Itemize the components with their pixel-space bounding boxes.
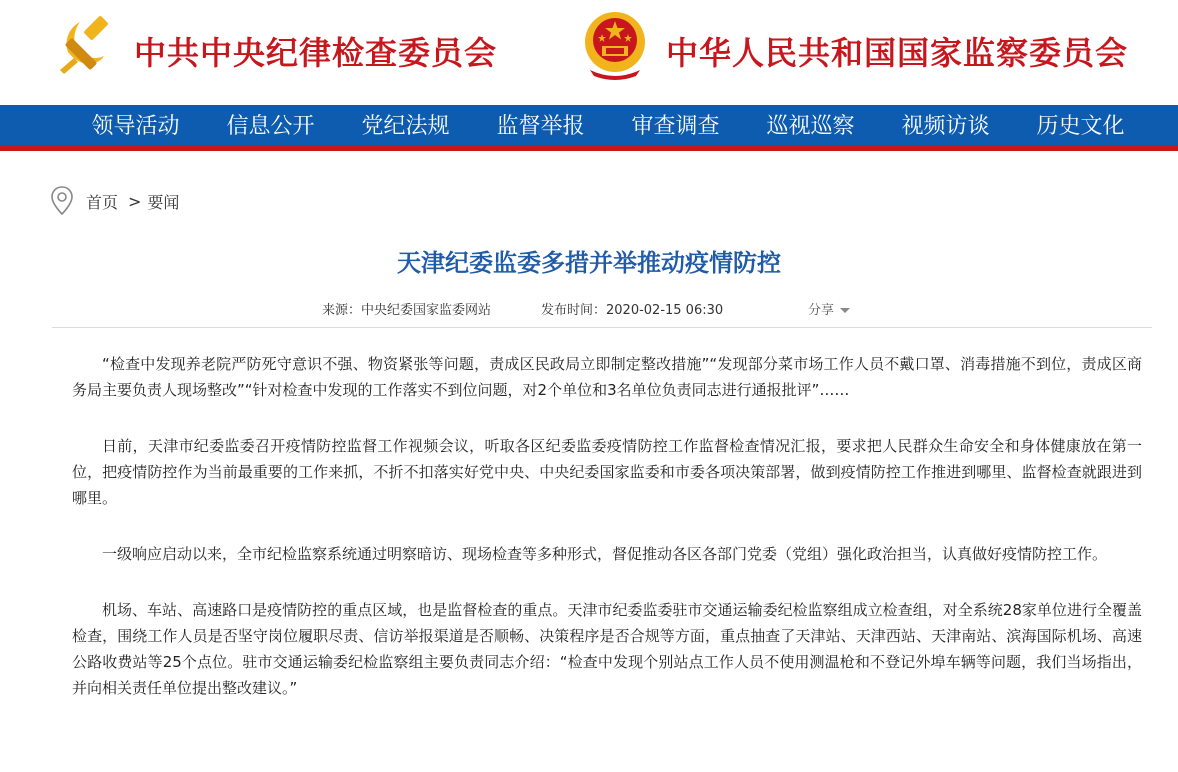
article-divider <box>52 327 1152 328</box>
article-publish-date: 发布时间：2020-02-15 06:30 <box>541 303 724 318</box>
nav-item-leadership[interactable]: 领导活动 <box>91 114 180 139</box>
breadcrumb-current-link[interactable]: 要闻 <box>147 192 180 212</box>
article-paragraph: “检查中发现养老院严防死守意识不强、物资紧张等问题，责成区民政局立即制定整改措施”“发现部分菜市场工作人员不戴口罩、消毒措施不到位，责成区商务局主要负责人现场整改”“针对检查中发现的工作落实不到位问题，对2个单位和3名单位负责同志进行通报批评”…… <box>72 355 1142 399</box>
breadcrumb <box>50 186 179 216</box>
nav-item-video[interactable]: 视频访谈 <box>901 114 990 139</box>
article-paragraph: 机场、车站、高速路口是疫情防控的重点区域，也是监督检查的重点。天津市纪委监委驻市交通运输委纪检监察组成立检查组，对全系统28家单位进行全覆盖检查，围绕工作人员是否坚守岗位履职尽责、信访举报渠道是否顺畅、决策程序是否合规等方面，重点抽查了天津站、天津西站、天津南站、滨海国际机场、高速公路收费站等25个点位。驻市交通运输委纪检监察组主要负责同志介绍：“检查中发现个别站点工作人员不使用测温枪和不登记外埠车辆等问题，我们当场指出，并向相关责任单位提出整改建议。” <box>72 601 1142 697</box>
nav-item-history[interactable]: 历史文化 <box>1036 114 1125 139</box>
site-header <box>0 0 1178 105</box>
nav-item-investigation[interactable]: 审查调查 <box>631 114 720 139</box>
location-pin-icon <box>50 186 74 216</box>
nav-item-regulations[interactable]: 党纪法规 <box>361 114 450 139</box>
breadcrumb-separator: > <box>128 191 142 211</box>
national-commission-title[interactable]: 中华人民共和国国家监察委员会 <box>666 34 1129 72</box>
chevron-down-icon <box>840 308 850 313</box>
main-nav <box>0 105 1178 151</box>
article-paragraph: 一级响应启动以来，全市纪检监察系统通过明察暗访、现场检查等多种形式，督促推动各区各部门党委（党组）强化政治担当，认真做好疫情防控工作。 <box>102 545 1108 563</box>
nav-item-reporting[interactable]: 监督举报 <box>496 114 585 139</box>
nav-item-inspection[interactable]: 巡视巡察 <box>766 114 855 139</box>
party-commission-title[interactable]: 中共中央纪律检查委员会 <box>134 34 498 72</box>
breadcrumb-home-link[interactable]: 首页 <box>86 192 119 212</box>
share-button[interactable] <box>808 299 850 318</box>
article-paragraph: 日前，天津市纪委监委召开疫情防控监督工作视频会议，听取各区纪委监委疫情防控工作监督检查情况汇报，要求把人民群众生命安全和身体健康放在第一位，把疫情防控作为当前最重要的工作来抓，不折不扣落实好党中央、中央纪委国家监委和市委各项决策部署，做到疫情防控工作推进到哪里、监督检查就跟进到哪里。 <box>72 437 1142 507</box>
national-emblem-icon <box>582 8 648 80</box>
hammer-sickle-icon <box>54 12 118 76</box>
article-title: 天津纪委监委多措并举推动疫情防控 <box>397 249 781 277</box>
nav-item-information[interactable]: 信息公开 <box>226 114 315 139</box>
article-body <box>72 351 1142 731</box>
share-label: 分享 <box>808 303 835 318</box>
article-source: 来源：中央纪委国家监委网站 <box>322 303 492 318</box>
